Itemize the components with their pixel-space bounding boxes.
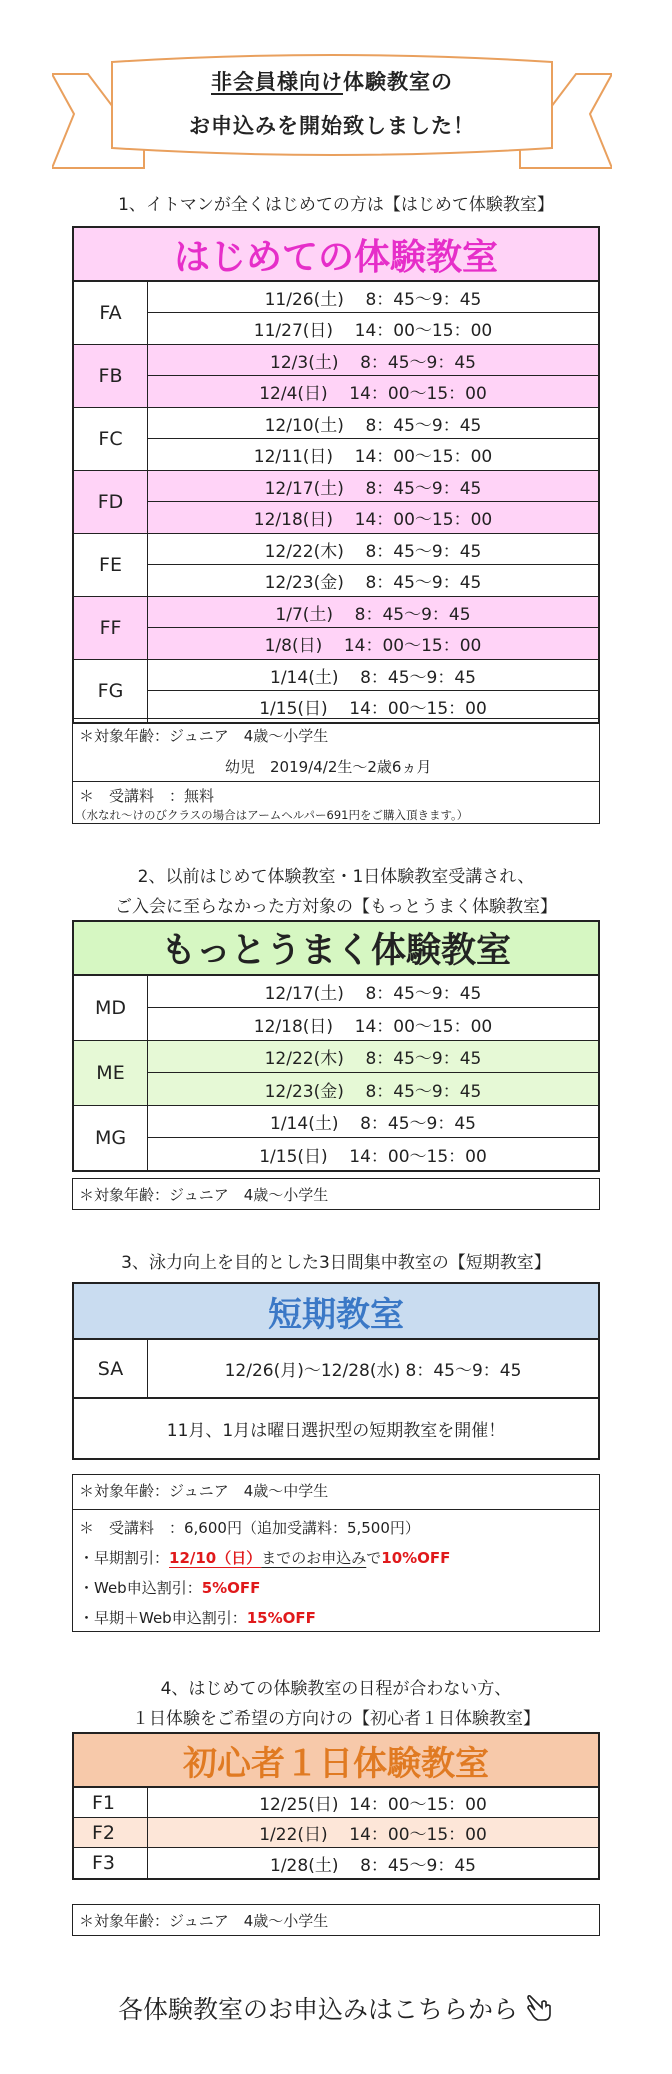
schedule-slot: 11/26(土) 8：45〜9：45	[148, 282, 598, 313]
apply-cta[interactable]	[0, 1990, 672, 2026]
tanki-info-box	[72, 1474, 600, 1632]
tanki-row	[74, 1340, 598, 1398]
class-code: FE	[74, 534, 148, 596]
shoshinsha-row-f1	[74, 1788, 598, 1818]
motto-schedule-table	[72, 920, 600, 1172]
shoshinsha-age: ＊対象年齢：ジュニア 4歳〜小学生	[79, 1912, 329, 1930]
schedule-slot: 12/22(木) 8：45〜9：45	[148, 534, 598, 565]
shoshinsha-row-f2	[74, 1818, 598, 1848]
class-code: F3	[74, 1848, 148, 1878]
schedule-slot: 12/11(日) 14：00〜15：00	[253, 447, 493, 467]
hajimete-infant: 幼児 2019/4/2生〜2歳6ヵ月	[225, 758, 432, 776]
tanki-both-discount: ・早期＋Web申込割引：15%OFF	[79, 1609, 316, 1627]
hajimete-age: ＊対象年齢：ジュニア 4歳〜小学生	[79, 727, 329, 745]
class-code: FA	[74, 282, 148, 344]
hajimete-info-box	[72, 718, 600, 824]
hajimete-group-fb	[74, 345, 598, 408]
schedule-slot: 11/27(日) 14：00〜15：00	[253, 321, 493, 341]
schedule-slot: 12/18(日) 14：00〜15：00	[148, 502, 598, 533]
class-code: ME	[74, 1041, 148, 1105]
section2-heading-2: ご入会に至らなかった方対象の【もっとうまく体験教室】	[115, 897, 557, 917]
shoshinsha-rows	[74, 1788, 598, 1878]
hajimete-group-fe	[74, 534, 598, 597]
class-code: F1	[74, 1788, 148, 1817]
motto-info-box	[72, 1178, 600, 1210]
hajimete-group-fd	[74, 471, 598, 534]
tanki-title: 短期教室	[74, 1284, 598, 1340]
schedule-slot: 1/8(日) 14：00〜15：00	[148, 628, 598, 659]
hajimete-group-fg	[74, 660, 598, 722]
hajimete-group-fc	[74, 408, 598, 471]
class-code: FB	[74, 345, 148, 407]
schedule-slot: 1/15(日) 14：00〜15：00	[259, 1146, 487, 1167]
schedule-slot: 1/22(日) 14：00〜15：00	[148, 1818, 598, 1847]
banner-line-1: 非会員様向け体験教室の	[211, 70, 453, 94]
tanki-web-discount: ・Web申込割引：5%OFF	[79, 1579, 261, 1597]
hajimete-group-fa	[74, 282, 598, 345]
schedule-slot: 1/7(土) 8：45〜9：45	[148, 597, 598, 628]
tanki-note: 11月、1月は曜日選択型の短期教室を開催！	[74, 1398, 598, 1458]
schedule-slot: 12/18(日) 14：00〜15：00	[253, 1016, 493, 1037]
apply-cta-text[interactable]: 各体験教室のお申込みはこちらから	[118, 1995, 519, 2024]
schedule-slot: 12/23(金) 8：45〜9：45	[148, 1073, 598, 1105]
pointing-hand-icon[interactable]	[526, 1992, 554, 2022]
banner-line-2: お申込みを開始致しました！	[189, 114, 475, 138]
class-code: MD	[74, 976, 148, 1040]
schedule-slot: 12/4(日) 14：00〜15：00	[148, 376, 598, 407]
class-code: F2	[74, 1818, 148, 1847]
schedule-slot: 1/14(土) 8：45〜9：45	[148, 660, 598, 691]
announcement-banner	[52, 52, 612, 172]
schedule-slot: 12/3(土) 8：45〜9：45	[148, 345, 598, 376]
schedule-slot: 1/28(土) 8：45〜9：45	[270, 1855, 476, 1876]
shoshinsha-title: 初心者１日体験教室	[74, 1734, 598, 1788]
tanki-fee: ＊ 受講料 ：6,600円（追加受講料：5,500円）	[79, 1519, 420, 1537]
schedule-slot: 12/22(木) 8：45〜9：45	[148, 1041, 598, 1073]
schedule-slot: 12/25(日) 14：00〜15：00	[259, 1795, 487, 1815]
hajimete-fee: ＊ 受講料 ：無料	[79, 787, 215, 805]
motto-age: ＊対象年齢：ジュニア 4歳〜小学生	[79, 1186, 329, 1204]
motto-group-md	[74, 976, 598, 1041]
motto-title: もっとうまく体験教室	[74, 922, 598, 976]
tanki-slot: 12/26(月)〜12/28(水) 8：45〜9：45	[224, 1361, 522, 1381]
hajimete-groups	[74, 282, 598, 722]
schedule-slot: 12/10(土) 8：45〜9：45	[148, 408, 598, 439]
section1-heading: 1、イトマンが全くはじめての方は【はじめて体験教室】	[118, 195, 554, 215]
tanki-early-discount: ・早期割引：12/10（日）までのお申込みで10%OFF	[79, 1549, 451, 1567]
motto-groups	[74, 976, 598, 1170]
shoshinsha-row-f3	[74, 1848, 598, 1878]
schedule-slot: 12/23(金) 8：45〜9：45	[264, 573, 482, 593]
schedule-slot: 12/17(土) 8：45〜9：45	[148, 976, 598, 1008]
motto-group-mg	[74, 1106, 598, 1170]
section4-heading-2: １日体験をご希望の方向けの【初心者１日体験教室】	[132, 1709, 540, 1729]
section2-heading-1: 2、以前はじめて体験教室・1日体験教室受講され、	[137, 867, 535, 887]
class-code: MG	[74, 1106, 148, 1170]
class-code: FD	[74, 471, 148, 533]
tanki-age: ＊対象年齢：ジュニア 4歳〜中学生	[79, 1482, 329, 1500]
tanki-code: SA	[74, 1340, 148, 1397]
schedule-slot: 1/15(日) 14：00〜15：00	[259, 699, 487, 719]
section3-heading: 3、泳力向上を目的とした3日間集中教室の【短期教室】	[121, 1253, 551, 1273]
schedule-slot: 12/17(土) 8：45〜9：45	[148, 471, 598, 502]
hajimete-title: はじめての体験教室	[74, 228, 598, 282]
hajimete-note: （水なれ〜けのびクラスの場合はアームヘルパー691円をご購入頂きます。）	[75, 808, 469, 822]
section4-heading-1: 4、はじめての体験教室の日程が合わない方、	[160, 1679, 512, 1699]
schedule-slot: 1/14(土) 8：45〜9：45	[148, 1106, 598, 1138]
motto-group-me	[74, 1041, 598, 1106]
class-code: FF	[74, 597, 148, 659]
class-code: FC	[74, 408, 148, 470]
hajimete-group-ff	[74, 597, 598, 660]
tanki-schedule-table	[72, 1282, 600, 1460]
shoshinsha-schedule-table	[72, 1732, 600, 1880]
class-code: FG	[74, 660, 148, 722]
shoshinsha-info-box	[72, 1904, 600, 1936]
hajimete-schedule-table	[72, 226, 600, 724]
